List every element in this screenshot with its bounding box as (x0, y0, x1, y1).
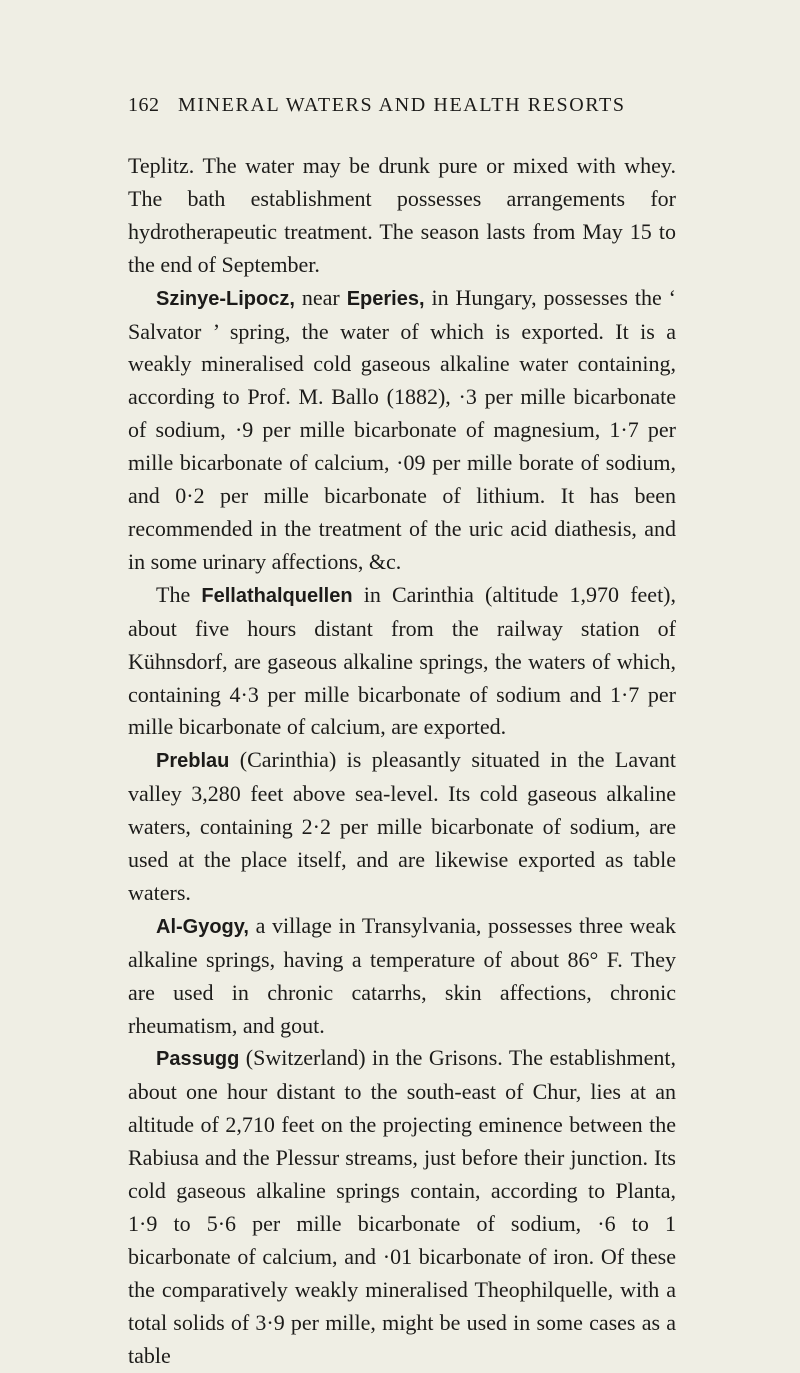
paragraph-al-gyogy (128, 910, 676, 1043)
running-title: MINERAL WATERS AND HEALTH RESORTS (178, 94, 626, 116)
paragraph-passugg (128, 1042, 676, 1372)
paragraph-fellathalquellen (128, 579, 676, 745)
running-header (128, 94, 688, 117)
paragraph-text: Teplitz. The water may be drunk pure or mixed with whey. The bath establishment possesses arrangements for hydrotherapeutic treatment. The season lasts from May 15 to the end of September. (128, 153, 676, 277)
paragraph-text: in Carinthia (altitude 1,970 feet), about five hours distant from the railway station of Kühnsdorf, are gaseous alkaline springs, the waters of which, containing 4·3 per mille bicarbonate of sodium and 1·7 per mille bicarbonate of calcium, are exported. (128, 581, 677, 740)
paragraph-preblau (128, 744, 676, 910)
entry-heading-preblau: Preblau (156, 750, 230, 773)
entry-heading-fellathalquellen: Fellathalquellen (201, 584, 353, 607)
paragraph-text: in Hungary, possesses the ‘ Salvator ’ spring, the water of which is exported. It is a weakly mineralised cold gaseous alkaline water containing, according to Prof. M. Ballo (1882), ·3 per mille bicarbonate of sodium, ·9 per mille bicarbonate of magnesium, 1·7 per mille bicarbonate of calcium, ·09 per mille borate of sodium, and 0·2 per mille bicarbonate of lithium. It has been recommended in the treatment of the uric acid diathesis, and in some urinary affections, &c. (128, 284, 677, 574)
paragraph-teplitz (128, 150, 676, 282)
entry-heading-al-gyogy: Al-Gyogy, (156, 915, 249, 938)
paragraph-connector: near (294, 284, 347, 310)
paragraph-text: (Switzerland) in the Grisons. The establishment, about one hour distant to the south-east of Chur, lies at an altitude of 2,710 feet on the projecting eminence between the Rabiusa and the Plessur streams, just before their junction. Its cold gaseous alkaline springs contain, according to Planta, 1·9 to 5·6 per mille bicarbonate of sodium, ·6 to 1 bicarbonate of calcium, and ·01 bicarbonate of iron. Of these the comparatively weakly mineralised Theophilquelle, with a total solids of 3·9 per mille, might be used in some cases as a table (128, 1045, 676, 1368)
paragraph-text: a village in Transylvania, possesses three weak alkaline springs, having a temperature of about 86° F. They are used in chronic catarrhs, skin affections, chronic rheumatism, and gout. (128, 912, 676, 1038)
body-text (128, 150, 676, 1373)
paragraph-szinye-lipocz (128, 282, 676, 579)
entry-heading-passugg: Passugg (156, 1048, 240, 1071)
paragraph-text: (Carinthia) is pleasantly situated in the Lavant valley 3,280 feet above sea-level. Its cold gaseous alkaline waters, containing 2·2 per mille bicarbonate of sodium, are used at the place itself, and are likewise exported as table waters. (128, 747, 676, 905)
page-number: 162 (128, 94, 160, 116)
entry-heading-eperies: Eperies, (346, 287, 425, 310)
paragraph-lead: The (156, 581, 202, 607)
entry-heading-szinye-lipocz: Szinye-Lipocz, (156, 287, 295, 310)
